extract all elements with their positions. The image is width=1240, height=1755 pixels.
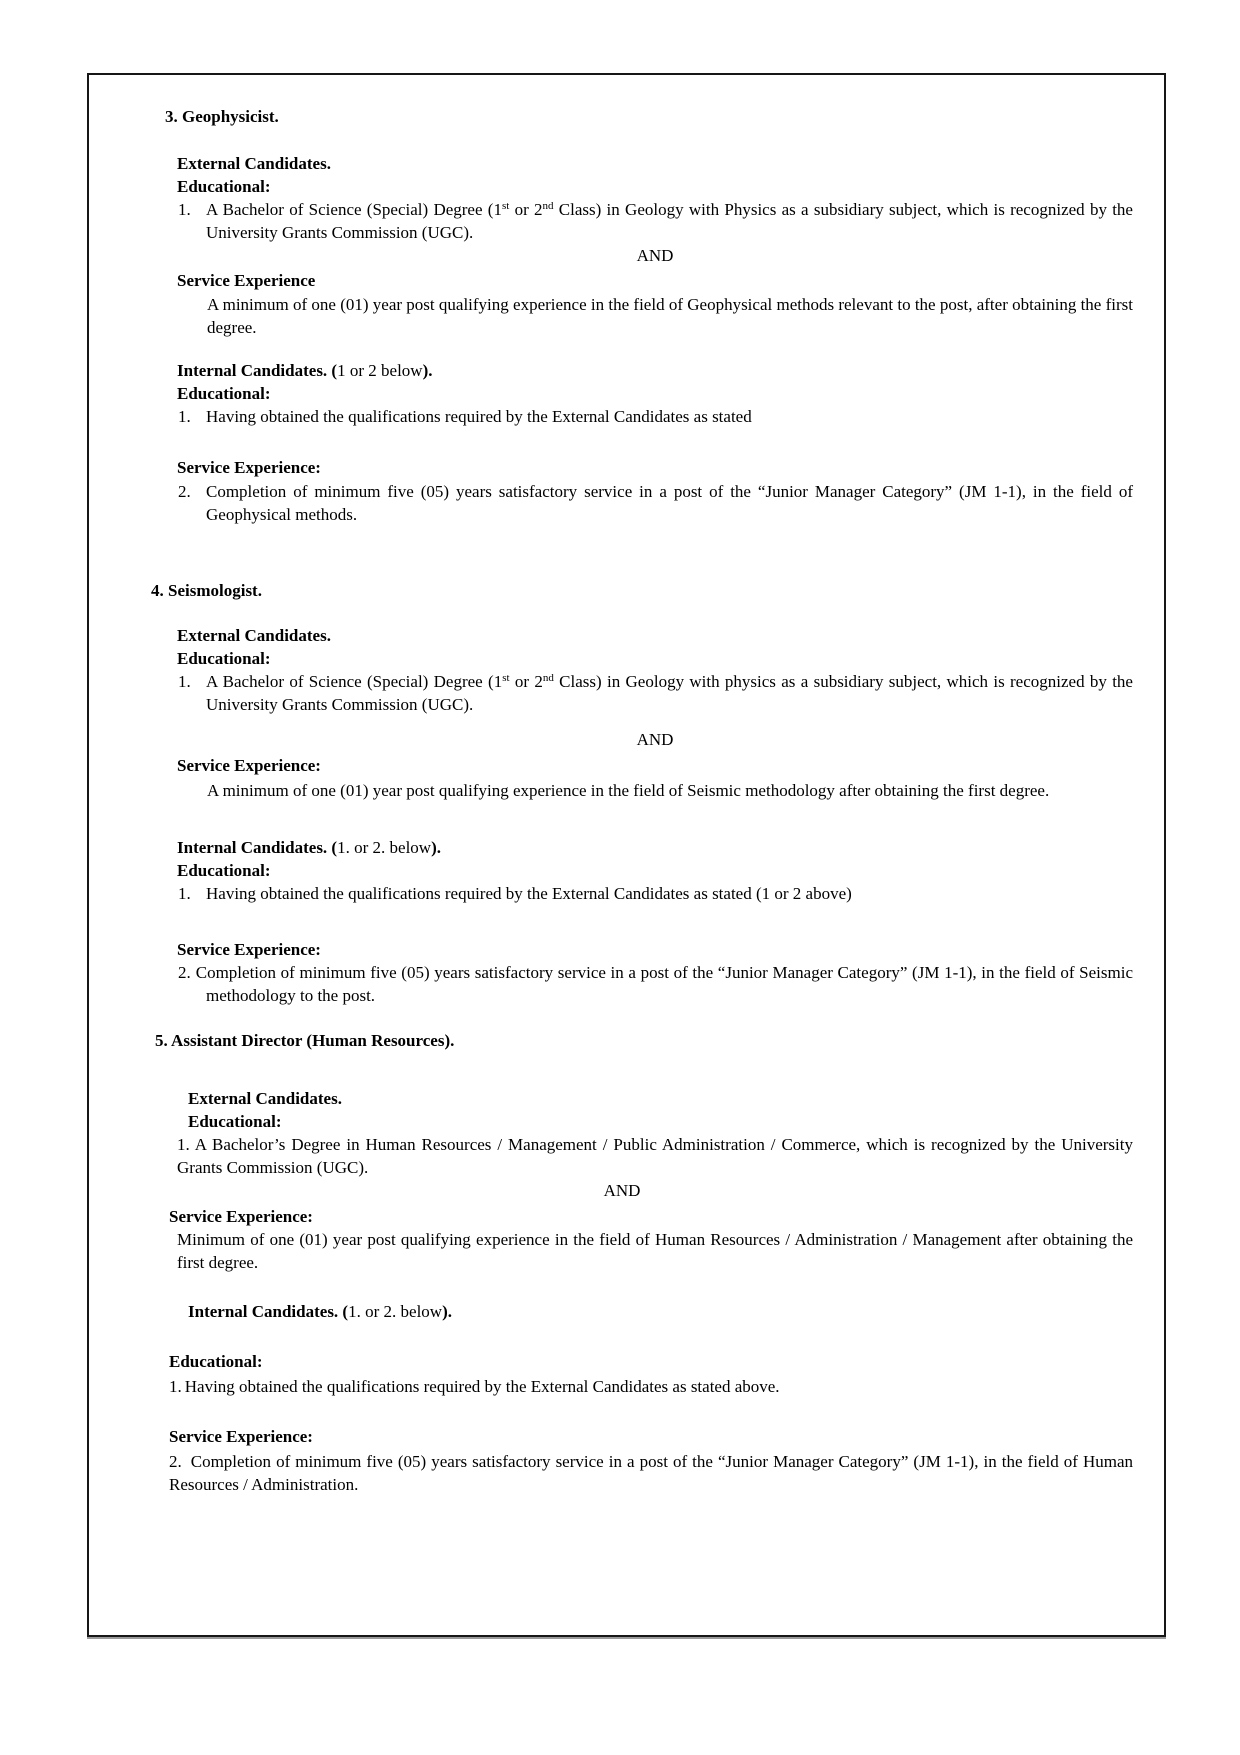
item-number: 1.: [178, 672, 191, 691]
section-geophysicist: [151, 105, 1133, 526]
ordinal-superscript: st: [501, 200, 510, 212]
item-text: Completion of minimum five (05) years satisfactory service in a post of the “Junior Manager Category” (JM 1-1), in the field of Seismic methodology to the post.: [195, 963, 1133, 1005]
internal-candidates-label: Internal Candidates. (: [177, 838, 338, 857]
service-experience-item: [169, 1450, 1133, 1496]
external-candidates-title: External Candidates.: [188, 1089, 342, 1108]
educational-label: Educational:: [169, 1352, 263, 1371]
service-experience-title: Service Experience:: [177, 756, 321, 775]
educational-item: [178, 882, 1133, 905]
section-heading: 3. Geophysicist.: [165, 107, 279, 126]
educational-label: Educational:: [177, 384, 271, 403]
educational-item: [178, 198, 1133, 244]
item-text: or 2: [509, 672, 543, 691]
and-separator: AND: [603, 1181, 641, 1200]
educational-item: [178, 670, 1133, 716]
item-text: Having obtained the qualifications required by the External Candidates as stated: [206, 407, 752, 426]
service-experience-item: [178, 480, 1133, 526]
service-experience-title: Service Experience:: [169, 1427, 313, 1446]
item-number: 1.: [178, 200, 191, 219]
item-number: 2.: [178, 963, 191, 982]
ordinal-superscript: nd: [542, 200, 554, 212]
item-text: Class) in Geology with physics as a subsidiary subject, which is recognized by the University Grants Commission (UGC).: [206, 672, 1133, 714]
item-text: Completion of minimum five (05) years satisfactory service in a post of the “Junior Manager Category” (JM 1-1), in the field of Human Resources / Administration.: [169, 1452, 1133, 1494]
item-number: 1.: [169, 1377, 182, 1396]
educational-item: [177, 1133, 1133, 1179]
educational-label: Educational:: [177, 649, 271, 668]
item-text: Having obtained the qualifications required by the External Candidates as stated above.: [184, 1377, 780, 1396]
service-experience-title: Service Experience:: [177, 940, 321, 959]
item-text: or 2: [509, 200, 543, 219]
internal-candidates-label: Internal Candidates. (: [177, 361, 338, 380]
item-text: Having obtained the qualifications required by the External Candidates as stated (1 or 2 above): [206, 884, 852, 903]
item-text: A Bachelor of Science (Special) Degree (1: [206, 672, 503, 691]
ordinal-superscript: nd: [542, 672, 554, 684]
and-separator: AND: [636, 730, 674, 749]
ordinal-superscript: st: [502, 672, 510, 684]
internal-candidates-title: [177, 359, 1133, 382]
section-heading: 5. Assistant Director (Human Resources).: [155, 1031, 455, 1050]
service-experience-item: [178, 961, 1133, 1007]
document-border-frame: [87, 73, 1166, 1637]
service-experience-text: A minimum of one (01) year post qualifying experience in the field of Seismic methodology after obtaining the first degree.: [207, 781, 1050, 800]
service-experience-title: Service Experience: [177, 271, 316, 290]
external-candidates-title: External Candidates.: [177, 154, 331, 173]
internal-candidates-label-end: ).: [422, 361, 433, 380]
service-experience-text: Minimum of one (01) year post qualifying experience in the field of Human Resources / Administration / Management after obtaining the first degree.: [177, 1230, 1133, 1272]
item-text: Class) in Geology with Physics as a subsidiary subject, which is recognized by the University Grants Commission (UGC).: [206, 200, 1133, 242]
section-assistant-director-hr: [151, 1029, 1133, 1496]
section-seismologist: [151, 579, 1133, 1007]
section-heading: 4. Seismologist.: [151, 581, 262, 600]
service-experience-title: Service Experience:: [177, 458, 321, 477]
internal-candidates-note: 1. or 2. below: [337, 838, 432, 857]
educational-label: Educational:: [177, 861, 271, 880]
service-experience-title: Service Experience:: [169, 1207, 313, 1226]
service-experience-text: A minimum of one (01) year post qualifying experience in the field of Geophysical methods relevant to the post, after obtaining the first degree.: [207, 295, 1133, 337]
educational-item: [178, 405, 1133, 428]
internal-candidates-title: [188, 1300, 1133, 1323]
external-candidates-title: External Candidates.: [177, 626, 331, 645]
item-text: A Bachelor’s Degree in Human Resources / Management / Public Administration / Commerce, which is recognized by the University Grants Commission (UGC).: [177, 1135, 1133, 1177]
internal-candidates-note: 1 or 2 below: [337, 361, 423, 380]
item-number: 2.: [169, 1452, 182, 1471]
internal-candidates-label-end: ).: [442, 1302, 452, 1321]
item-number: 1.: [178, 407, 191, 426]
educational-label: Educational:: [188, 1112, 282, 1131]
item-number: 2.: [178, 482, 191, 501]
item-text: Completion of minimum five (05) years satisfactory service in a post of the “Junior Manager Category” (JM 1-1), in the field of Geophysical methods.: [206, 482, 1133, 524]
item-text: A Bachelor of Science (Special) Degree (1: [206, 200, 502, 219]
internal-candidates-note: 1. or 2. below: [348, 1302, 443, 1321]
item-number: 1.: [177, 1135, 190, 1154]
and-separator: AND: [636, 246, 674, 265]
educational-item: [169, 1375, 1133, 1398]
internal-candidates-label: Internal Candidates. (: [188, 1302, 349, 1321]
internal-candidates-label-end: ).: [431, 838, 441, 857]
item-number: 1.: [178, 884, 191, 903]
internal-candidates-title: [177, 836, 1133, 859]
educational-label: Educational:: [177, 177, 271, 196]
